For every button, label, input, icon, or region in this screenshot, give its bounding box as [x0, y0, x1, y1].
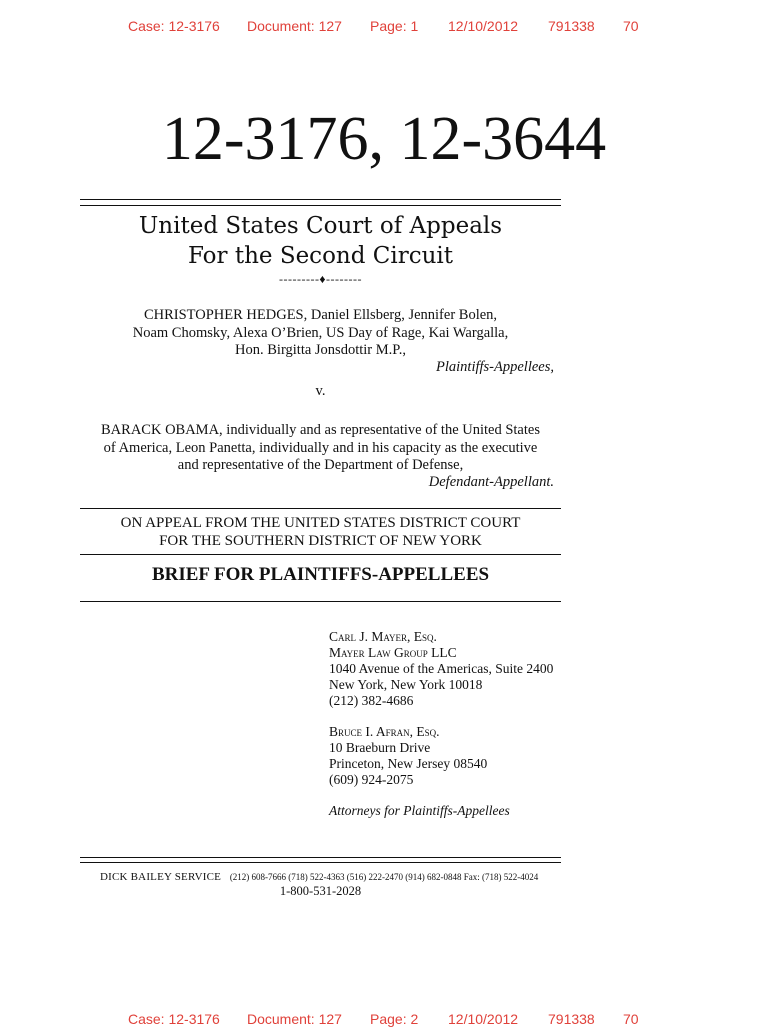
- stamp-page-count: 70: [623, 1011, 639, 1027]
- court-circuit: For the Second Circuit: [187, 243, 454, 269]
- defendants-role: Defendant-Appellant.: [428, 474, 554, 490]
- counsel-block-1: [329, 629, 553, 709]
- stamp-case: Case: 12-3176: [128, 1011, 220, 1027]
- printer-line: [100, 871, 538, 883]
- versus: v.: [315, 383, 326, 399]
- counsel-city: Princeton, New Jersey 08540: [329, 756, 488, 771]
- appeal-rule-top: [80, 508, 561, 509]
- printer-phones: (212) 608-7666 (718) 522-4363 (516) 222-2470 (914) 682-0848 Fax: (718) 522-4024: [229, 872, 539, 882]
- plaintiffs-block: [80, 307, 561, 360]
- docket-numbers: 12-3176, 12-3644: [161, 105, 607, 173]
- counsel-phone: (212) 382-4686: [329, 693, 414, 708]
- counsel-firm: Mayer Law Group LLC: [329, 645, 457, 660]
- appeal-rule-bottom: [80, 554, 561, 555]
- stamp-id: 791338: [548, 1011, 595, 1027]
- appeal-block: [80, 514, 561, 550]
- counsel-address: 1040 Avenue of the Americas, Suite 2400: [329, 661, 554, 676]
- brief-rule: [80, 601, 561, 602]
- printer-name: DICK BAILEY SERVICE: [100, 871, 222, 883]
- counsel-phone: (609) 924-2075: [329, 772, 414, 787]
- stamp-date: 12/10/2012: [448, 1011, 519, 1027]
- diamond-separator: ---------♦--------: [278, 272, 363, 286]
- counsel-address: 10 Braeburn Drive: [329, 740, 431, 755]
- appeal-line: FOR THE SOUTHERN DISTRICT OF NEW YORK: [159, 533, 482, 549]
- top-rule-2: [80, 205, 561, 206]
- filing-stamp-next-page: [0, 1011, 768, 1029]
- stamp-page: Page: 1: [370, 18, 419, 34]
- plaintiffs-line: CHRISTOPHER HEDGES, Daniel Ellsberg, Jennifer Bolen,: [143, 307, 498, 323]
- footer-rule-1: [80, 857, 561, 858]
- appeal-line: ON APPEAL FROM THE UNITED STATES DISTRICT COURT: [120, 515, 521, 531]
- stamp-date: 12/10/2012: [448, 18, 519, 34]
- defendants-line: and representative of the Department of Defense,: [177, 457, 464, 473]
- brief-title: BRIEF FOR PLAINTIFFS-APPELLEES: [151, 564, 490, 585]
- top-rule-1: [80, 199, 561, 200]
- defendants-block: [80, 422, 561, 475]
- stamp-document: Document: 127: [247, 1011, 342, 1027]
- stamp-page: Page: 2: [370, 1011, 419, 1027]
- counsel-name: Bruce I. Afran, Esq.: [329, 724, 440, 739]
- counsel-name: Carl J. Mayer, Esq.: [329, 629, 437, 644]
- printer-tollfree: 1-800-531-2028: [279, 884, 362, 898]
- footer-rule-2: [80, 862, 561, 863]
- attorneys-for: Attorneys for Plaintiffs-Appellees: [329, 803, 510, 818]
- stamp-page-count: 70: [623, 18, 639, 34]
- counsel-block-2: [329, 724, 487, 788]
- plaintiffs-role: Plaintiffs-Appellees,: [436, 359, 554, 375]
- counsel-city: New York, New York 10018: [329, 677, 483, 692]
- stamp-id: 791338: [548, 18, 595, 34]
- stamp-document: Document: 127: [247, 18, 342, 34]
- defendants-line: BARACK OBAMA, individually and as representative of the United States: [101, 422, 540, 438]
- court-name: United States Court of Appeals: [138, 213, 503, 239]
- defendants-line: of America, Leon Panetta, individually and in his capacity as the executive: [103, 439, 538, 456]
- filing-stamp-header: [0, 18, 768, 36]
- plaintiffs-line: Hon. Birgitta Jonsdottir M.P.,: [235, 342, 406, 358]
- plaintiffs-line: Noam Chomsky, Alexa O’Brien, US Day of Rage, Kai Wargalla,: [132, 324, 509, 341]
- stamp-case: Case: 12-3176: [128, 18, 220, 34]
